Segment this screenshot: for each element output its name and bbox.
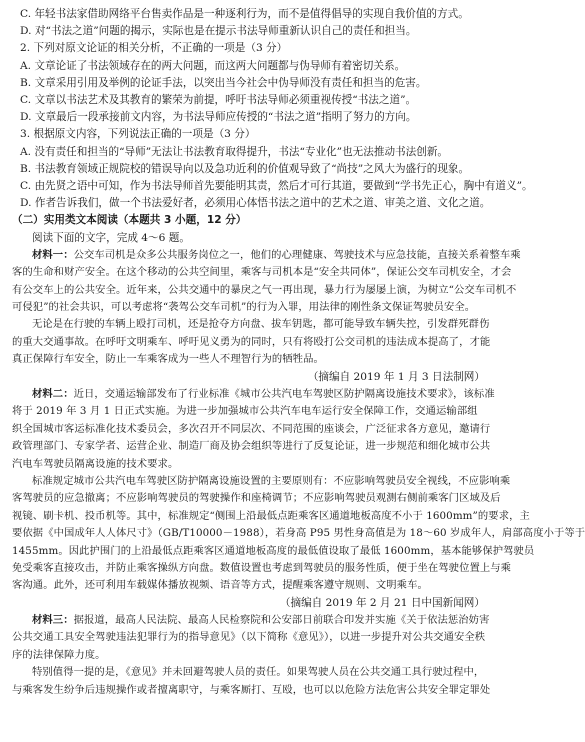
text-line-m2_8 xyxy=(12,508,530,525)
line-text: 阅读下面的文字，完成 4～6 题。 xyxy=(32,231,190,244)
text-line-m2_10 xyxy=(12,543,535,560)
line-text: 免受乘客直接攻击，并防止乘客操纵方向盘。数值设置也考虑到驾驶员的服务性质，便于坐在驾驶位置上与乘 xyxy=(12,561,512,574)
line-text: B. 文章采用引用及举例的论证手法，以突出当今社会中伪导师没有责任和担当的危害。 xyxy=(20,76,427,89)
line-text: 有公交车上的公共安全。近年来，公共交通中的暴戾之气一再出现，暴力行为屡屡上演，为树立“公交车司机不 xyxy=(12,283,517,296)
line-text: 视镜、刷卡机、投币机等。其中，标准规定“侧围上沿最低点距乘客区通道地板高度不小于 1600mm”的要求，主 xyxy=(12,509,530,522)
text-line-m1_1 xyxy=(12,247,521,264)
text-line-q2c xyxy=(12,92,491,109)
text-line-m3_2 xyxy=(12,629,491,646)
text-line-m1_2 xyxy=(12,264,512,281)
line-text: 1455mm。因此护围门的上沿最低点距乘客区通道地板高度的最低值设取了最低 1600mm，基本能够保护驾驶员 xyxy=(12,544,535,557)
line-text: 客沟通。此外，还可利用车载媒体播放视频、语音等方式，提醒乘客遵守规则、文明乘车。 xyxy=(12,579,428,592)
material-label: 材料一： xyxy=(32,248,74,261)
line-text: 序的法律保障力度。 xyxy=(12,648,106,661)
text-line-d_opt xyxy=(12,23,491,40)
text-line-sec2 xyxy=(12,212,491,229)
line-text: 2. 下列对原文论证的相关分析，不正确的一项是（3 分） xyxy=(20,42,288,55)
line-text: 无论是在行驶的车辆上殴打司机，还是抢夺方向盘、拔车钥匙，都可能导致车辆失控，引发群死群伤 xyxy=(32,318,490,331)
text-line-m3_5 xyxy=(12,682,491,699)
text-line-m2_12 xyxy=(12,577,491,594)
line-text: 的重大交通事故。在呼吁文明乘车、呼吁见义勇为的同时，只有将殴打公交司机的违法成本提高了，才能 xyxy=(12,335,491,348)
line-text: 据报道，最高人民法院、最高人民检察院和公安部日前联合印发并实施《关于依法惩治妨害 xyxy=(73,613,490,626)
line-text: 公共交通工具安全驾驶违法犯罪行为的指导意见》（以下简称《意见》），以进一步提升对公共交通安全秩 xyxy=(12,631,486,644)
text-line-q3 xyxy=(12,126,491,143)
text-line-m2_7 xyxy=(12,490,501,507)
text-line-m2_2 xyxy=(12,403,491,420)
line-text: C. 年轻书法家借助网络平台售卖作品是一种逐利行为，而不是值得倡导的实现自我价值的方式。 xyxy=(20,8,469,20)
text-line-m1_3 xyxy=(12,282,517,299)
text-line-src1 xyxy=(12,369,491,386)
line-text: 政管理部门、专家学者、运营企业、制造厂商及协会组织等进行了反复论证，进一步规范和细化城市公共 xyxy=(12,440,491,453)
line-text: C. 文章以书法艺术及其教育的繁荣为前提，呼吁书法导师必须重视传授“书法之道”。 xyxy=(20,94,417,107)
line-text: （摘编自 2019 年 2 月 21 日中国新闻网） xyxy=(279,596,485,609)
text-line-q3b xyxy=(12,161,491,178)
text-line-m2_9 xyxy=(12,525,585,542)
line-text: （摘编自 2019 年 1 月 3 日法制网） xyxy=(307,370,485,383)
text-line-m2_4 xyxy=(12,438,491,455)
line-text: 织全国城市客运标准化技术委员会，多次召开不同层次、不同范围的座谈会，广泛征求各方意见，邀请行 xyxy=(12,422,491,435)
text-line-q3d xyxy=(12,195,491,212)
text-line-src2 xyxy=(12,595,491,612)
text-line-c_opt xyxy=(12,6,491,23)
line-text: 要依据《中国成年人人体尺寸》（GB/T10000－1988），若身高 P95 男性身高值是为 18～60 岁成年人，肩部高度小于等于 xyxy=(12,527,585,540)
line-text: 汽电车驾驶员隔离设施的技术要求。 xyxy=(12,457,179,470)
text-line-q2b xyxy=(12,75,491,92)
text-line-m1_6 xyxy=(12,334,491,351)
line-text: D. 文章最后一段承接前文内容，为书法导师应传授的“书法之道”指明了努力的方向。 xyxy=(20,111,417,124)
line-text: （二）实用类文本阅读（本题共 3 小题，12 分） xyxy=(12,214,247,227)
text-line-m2_11 xyxy=(12,560,512,577)
text-line-m3_4 xyxy=(12,664,491,681)
text-line-m1_4 xyxy=(12,299,491,316)
material-label: 材料三： xyxy=(32,613,74,626)
text-line-q2d xyxy=(12,109,491,126)
line-text: 与乘客发生纷争后违规操作或者擅离职守，与乘客厮打、互殴，也可以以危险方法危害公共安全罪定罪处 xyxy=(12,683,491,696)
text-line-q3c xyxy=(12,178,533,195)
text-line-m2_6 xyxy=(12,473,511,490)
text-line-m1_7 xyxy=(12,351,491,368)
text-line-q3a xyxy=(12,144,491,161)
line-text: C. 由先贤之语中可知，作为书法导师首先要能明其责，然后才可行其道，要做到“学书先正心，胸中有道义”。 xyxy=(20,180,533,193)
line-text: D. 对“书法之道”问题的揭示，实际也是在提示书法导师重新认识自己的责任和担当。 xyxy=(20,25,417,38)
line-text: 可侵犯”的社会共识，可以考虑将“袭驾公交车司机”的行为入罪，用法律的刚性条文保证驾驶员安全。 xyxy=(12,301,476,314)
text-line-m2_1 xyxy=(12,386,495,403)
text-line-m1_5 xyxy=(12,316,491,333)
line-text: D. 作者告诉我们，做一个书法爱好者，必须用心体悟书法之道中的艺术之道、审美之道、文化之道。 xyxy=(20,197,491,210)
material-label: 材料二： xyxy=(32,387,74,400)
line-text: 真正保障行车安全，防止一车乘客成为一些人不理智行为的牺牲品。 xyxy=(12,353,324,366)
line-text: 将于 2019 年 3 月 1 日正式实施。为进一步加强城市公共汽车电车运行安全保障工作，交通运输部组 xyxy=(12,405,478,418)
text-line-q2a xyxy=(12,58,491,75)
line-text: 3. 根据原文内容，下列说法正确的一项是（3 分） xyxy=(20,128,256,141)
text-line-instr xyxy=(12,230,491,247)
text-line-m3_3 xyxy=(12,647,491,664)
line-text: 特别值得一提的是，《意见》并未回避驾驶人员的责任。如果驾驶人员在公共交通工具行驶过程中， xyxy=(32,666,485,679)
line-text: 标准规定城市公共汽电车驾驶区防护隔离设施设置的主要原则有：不应影响驾驶员安全视线，不应影响乘 xyxy=(32,474,511,487)
line-text: A. 没有责任和担当的“导师”无法让书法教育取得提升，书法“专业化”也无法推动书法创新。 xyxy=(20,145,449,158)
line-text: 客的生命和财产安全。在这个移动的公共空间里，乘客与司机本是“安全共同体”，保证公交车司机安全，才会 xyxy=(12,266,512,279)
text-line-m2_5 xyxy=(12,456,491,473)
text-line-q2 xyxy=(12,40,491,57)
text-line-m3_1 xyxy=(12,612,491,629)
line-text: 公交车司机是众多公共服务岗位之一，他们的心理健康、驾驶技术与应急技能，直接关系着整车乘 xyxy=(73,248,521,261)
line-text: 近日，交通运输部发布了行业标准《城市公共汽电车驾驶区防护隔离设施技术要求》，该标准 xyxy=(73,387,495,400)
line-text: 客驾驶员的应急撤离；不应影响驾驶员的驾驶操作和座椅调节；不应影响驾驶员观测右侧前乘客门区域及后 xyxy=(12,492,501,505)
line-text: A. 文章论证了书法领域存在的两大问题，而这两大问题都与伪导师有着密切关系。 xyxy=(20,59,406,72)
text-line-m2_3 xyxy=(12,421,491,438)
line-text: B. 书法教育领域正规院校的错误导向以及急功近利的价值观导致了“尚技”之风大为盛行的现象。 xyxy=(20,162,470,175)
